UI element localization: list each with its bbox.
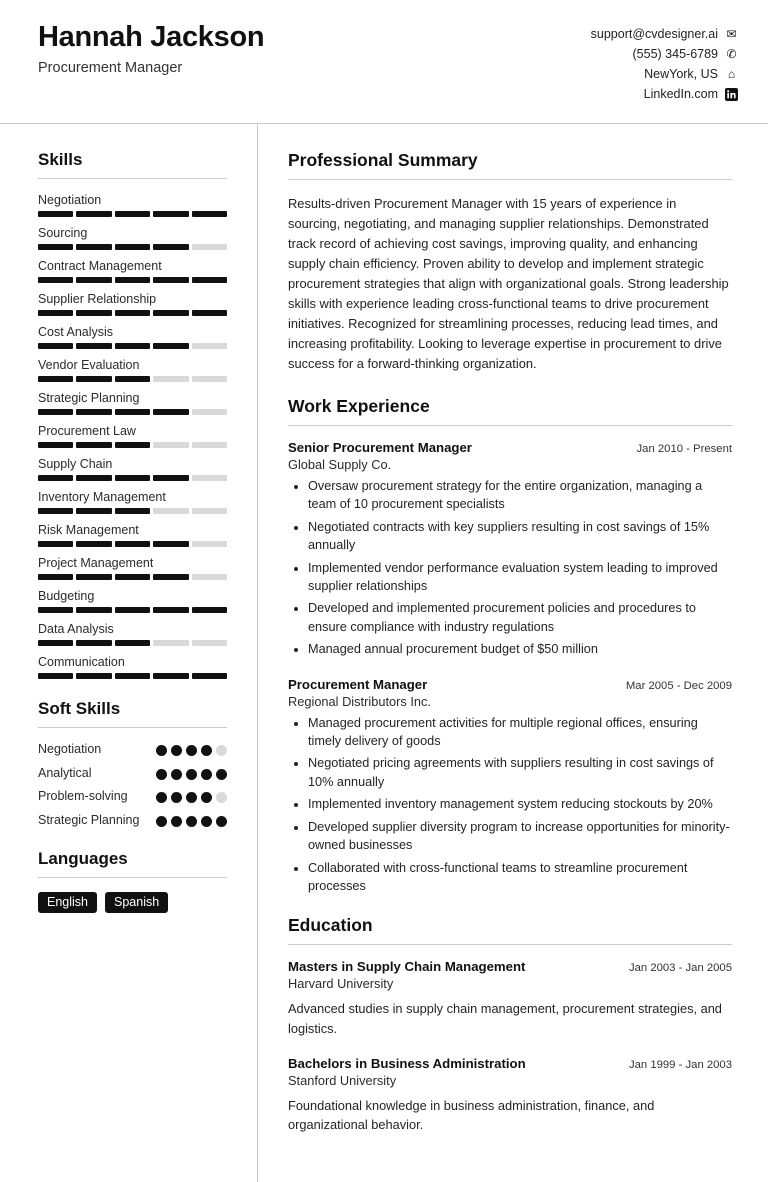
skill-level-segment bbox=[76, 607, 111, 613]
soft-skill-rating bbox=[156, 766, 227, 780]
skill-item bbox=[38, 457, 227, 481]
skill-level-segment bbox=[115, 211, 150, 217]
soft-skill-item bbox=[38, 742, 227, 758]
skills-list bbox=[38, 193, 227, 679]
education-description: Foundational knowledge in business administration, finance, and organizational behavior. bbox=[288, 1097, 655, 1132]
education-entry bbox=[288, 959, 732, 1037]
skill-level-bar bbox=[38, 211, 227, 217]
skill-level-segment bbox=[115, 640, 150, 646]
soft-skill-rating bbox=[156, 789, 227, 803]
skill-level-segment bbox=[76, 541, 111, 547]
skill-level-segment bbox=[192, 442, 227, 448]
soft-skills-section-title: Soft Skills bbox=[38, 699, 121, 718]
rating-dot bbox=[156, 816, 167, 827]
skill-level-bar bbox=[38, 475, 227, 481]
skill-level-segment bbox=[38, 673, 73, 679]
soft-skill-label: Problem-solving bbox=[38, 789, 128, 804]
skill-level-bar bbox=[38, 673, 227, 679]
employer-name: Regional Distributors Inc. bbox=[288, 693, 431, 709]
home-icon: ⌂ bbox=[727, 67, 736, 81]
skill-item bbox=[38, 292, 227, 316]
responsibility-item: • Oversaw procurement strategy for the entire organization, managing a team of 10 procurement specialists bbox=[308, 477, 732, 514]
skill-level-segment bbox=[115, 277, 150, 283]
job-dates: Jan 2010 - Present bbox=[636, 443, 732, 455]
contact-text: (555) 345-6789 bbox=[632, 47, 718, 61]
skill-level-segment bbox=[76, 475, 111, 481]
rating-dot bbox=[156, 769, 167, 780]
responsibility-item: • Implemented inventory management system reducing stockouts by 20% bbox=[308, 795, 732, 813]
skill-item bbox=[38, 226, 227, 250]
rating-dot bbox=[216, 769, 227, 780]
skill-level-segment bbox=[38, 244, 73, 250]
main-column bbox=[258, 124, 768, 1182]
skill-level-segment bbox=[76, 409, 111, 415]
skill-level-segment bbox=[76, 244, 111, 250]
contact-row bbox=[591, 47, 738, 61]
rating-dot bbox=[186, 745, 197, 756]
skill-level-segment bbox=[76, 442, 111, 448]
soft-skill-item bbox=[38, 789, 227, 805]
skill-item bbox=[38, 325, 227, 349]
contact-row bbox=[591, 87, 738, 101]
skill-level-segment bbox=[76, 508, 111, 514]
skill-level-segment bbox=[76, 574, 111, 580]
education-list bbox=[288, 959, 732, 1134]
skill-level-segment bbox=[192, 640, 227, 646]
skill-level-segment bbox=[76, 211, 111, 217]
rating-dot bbox=[216, 745, 227, 756]
skill-level-segment bbox=[115, 310, 150, 316]
responsibility-item: • Managed procurement activities for multiple regional offices, ensuring timely delivery of goods bbox=[308, 714, 732, 751]
degree-dates: Jan 1999 - Jan 2003 bbox=[628, 1058, 732, 1071]
skill-item bbox=[38, 523, 227, 547]
skill-item bbox=[38, 556, 227, 580]
rating-dot bbox=[216, 792, 227, 803]
rating-dot bbox=[201, 792, 212, 803]
responsibility-item: • Negotiated contracts with key suppliers resulting in cost savings of 15% annually bbox=[308, 518, 732, 555]
header-identity bbox=[38, 22, 264, 76]
skill-level-bar bbox=[38, 310, 227, 316]
skills-section-title: Skills bbox=[38, 150, 83, 169]
skill-level-segment bbox=[192, 475, 227, 481]
resume-body bbox=[0, 124, 768, 1182]
entry-header bbox=[288, 1056, 732, 1071]
responsibility-list bbox=[288, 714, 732, 896]
skill-level-segment bbox=[153, 343, 188, 349]
rating-dot bbox=[171, 792, 182, 803]
skill-level-segment bbox=[192, 541, 227, 547]
skill-level-segment bbox=[153, 409, 188, 415]
skill-level-segment bbox=[38, 640, 73, 646]
rating-dot bbox=[171, 769, 182, 780]
experience-list bbox=[288, 440, 732, 895]
skill-label: Contract Management bbox=[38, 259, 162, 273]
divider bbox=[38, 727, 227, 728]
skill-label: Sourcing bbox=[38, 226, 88, 240]
skill-item bbox=[38, 622, 227, 646]
contact-row bbox=[591, 27, 738, 41]
entry-header bbox=[288, 440, 732, 455]
rating-dot bbox=[186, 769, 197, 780]
skill-level-segment bbox=[115, 475, 150, 481]
skill-label: Cost Analysis bbox=[38, 325, 114, 339]
skill-level-segment bbox=[153, 277, 188, 283]
rating-dot bbox=[201, 769, 212, 780]
skill-label: Vendor Evaluation bbox=[38, 358, 140, 372]
languages-list bbox=[38, 892, 227, 914]
soft-skill-rating bbox=[156, 813, 227, 827]
skill-level-segment bbox=[192, 673, 227, 679]
employer-name: Global Supply Co. bbox=[288, 457, 392, 472]
skill-level-segment bbox=[38, 607, 73, 613]
rating-dot bbox=[186, 816, 197, 827]
skill-level-segment bbox=[38, 211, 73, 217]
envelope-icon: ✉ bbox=[726, 27, 737, 41]
skill-level-segment bbox=[76, 640, 111, 646]
skill-level-bar bbox=[38, 244, 227, 250]
skill-level-segment bbox=[153, 574, 188, 580]
skill-label: Strategic Planning bbox=[38, 391, 140, 405]
degree-title: Masters in Supply Chain Management bbox=[288, 959, 526, 975]
divider bbox=[288, 179, 732, 180]
skill-level-segment bbox=[192, 244, 227, 250]
skill-label: Budgeting bbox=[38, 589, 95, 603]
skill-level-bar bbox=[38, 376, 227, 382]
education-description: Advanced studies in supply chain management, procurement strategies, and logistics. bbox=[288, 1001, 722, 1036]
school-name: Stanford University bbox=[288, 1072, 397, 1088]
contact-text: NewYork, US bbox=[644, 67, 718, 81]
skill-item bbox=[38, 391, 227, 415]
soft-skills-list bbox=[38, 742, 227, 829]
skill-level-segment bbox=[153, 244, 188, 250]
experience-entry bbox=[288, 440, 732, 659]
skill-level-bar bbox=[38, 409, 227, 415]
skill-level-segment bbox=[115, 376, 150, 382]
entry-header bbox=[288, 959, 732, 974]
responsibility-list bbox=[288, 477, 732, 659]
soft-skill-item bbox=[38, 766, 227, 782]
skill-level-segment bbox=[153, 508, 188, 514]
skill-item bbox=[38, 358, 227, 382]
divider bbox=[288, 425, 732, 426]
school-name: Harvard University bbox=[288, 976, 394, 992]
language-chip: Spanish bbox=[105, 892, 168, 914]
responsibility-item: • Collaborated with cross-functional teams to streamline procurement processes bbox=[308, 859, 732, 896]
skill-level-segment bbox=[115, 607, 150, 613]
skill-level-segment bbox=[76, 277, 111, 283]
skill-level-segment bbox=[192, 211, 227, 217]
responsibility-item: • Developed and implemented procurement policies and procedures to ensure compliance with industry regulations bbox=[308, 599, 732, 636]
skill-item bbox=[38, 589, 227, 613]
skill-level-segment bbox=[38, 376, 73, 382]
candidate-role: Procurement Manager bbox=[38, 59, 183, 76]
phone-icon: ✆ bbox=[726, 47, 737, 61]
skill-level-bar bbox=[38, 508, 227, 514]
skill-item bbox=[38, 259, 227, 283]
rating-dot bbox=[186, 792, 197, 803]
rating-dot bbox=[156, 745, 167, 756]
skill-level-segment bbox=[38, 310, 73, 316]
skill-level-segment bbox=[192, 607, 227, 613]
skill-level-bar bbox=[38, 607, 227, 613]
divider bbox=[38, 877, 227, 878]
soft-skill-label: Strategic Planning bbox=[38, 812, 140, 827]
soft-skill-label: Analytical bbox=[38, 765, 92, 780]
contact-block bbox=[591, 22, 738, 107]
language-chip: English bbox=[38, 892, 97, 914]
skill-level-segment bbox=[76, 376, 111, 382]
skill-label: Inventory Management bbox=[38, 490, 166, 504]
skill-level-segment bbox=[192, 343, 227, 349]
skill-level-segment bbox=[153, 442, 188, 448]
divider bbox=[38, 178, 227, 179]
job-title: Senior Procurement Manager bbox=[288, 440, 472, 455]
skill-level-segment bbox=[153, 607, 188, 613]
skill-level-segment bbox=[115, 343, 150, 349]
soft-skill-item bbox=[38, 813, 227, 829]
rating-dot bbox=[201, 816, 212, 827]
skill-level-segment bbox=[38, 409, 73, 415]
skill-level-segment bbox=[76, 673, 111, 679]
skill-level-segment bbox=[76, 310, 111, 316]
experience-entry bbox=[288, 677, 732, 896]
skill-label: Communication bbox=[38, 655, 125, 669]
skill-level-segment bbox=[115, 673, 150, 679]
education-section-title: Education bbox=[288, 915, 373, 936]
summary-text: Results-driven Procurement Manager with 15 years of experience in sourcing, negotiating, and managing supplier relationships. Demonstrated track record of achieving cost savings, improving quality, and enhancing supply chain efficiency. Proven ability to develop and implement strategic procurement strategies that align with organizational goals. Strong leadership skills with experience leading cross-functional teams to drive procurement initiatives. Recognized for streamlining processes, reducing lead times, and increasing profitability. Looking to leverage expertise in procurement to drive success for a forward-thinking organization. bbox=[288, 196, 729, 371]
skill-level-segment bbox=[115, 409, 150, 415]
skill-label: Risk Management bbox=[38, 523, 139, 537]
skill-level-segment bbox=[192, 409, 227, 415]
skill-level-bar bbox=[38, 640, 227, 646]
skill-level-segment bbox=[38, 574, 73, 580]
soft-skill-rating bbox=[156, 742, 227, 756]
skill-label: Supplier Relationship bbox=[38, 292, 157, 306]
skill-level-segment bbox=[115, 442, 150, 448]
skill-level-segment bbox=[153, 475, 188, 481]
degree-dates: Jan 2003 - Jan 2005 bbox=[628, 962, 732, 975]
entry-header bbox=[288, 677, 732, 692]
skill-level-segment bbox=[115, 244, 150, 250]
skill-level-segment bbox=[192, 277, 227, 283]
languages-section-title: Languages bbox=[38, 848, 128, 868]
skill-level-bar bbox=[38, 277, 227, 283]
experience-section-title: Work Experience bbox=[288, 396, 430, 416]
skill-level-segment bbox=[115, 508, 150, 514]
skill-item bbox=[38, 655, 227, 679]
education-entry bbox=[288, 1056, 732, 1134]
divider bbox=[288, 944, 732, 945]
skill-level-segment bbox=[38, 343, 73, 349]
contact-text: LinkedIn.com bbox=[643, 87, 718, 101]
responsibility-item: • Negotiated pricing agreements with suppliers resulting in cost savings of 10% annually bbox=[308, 754, 732, 791]
skill-level-segment bbox=[192, 508, 227, 514]
skill-level-segment bbox=[153, 673, 188, 679]
rating-dot bbox=[201, 745, 212, 756]
skill-level-bar bbox=[38, 343, 227, 349]
skill-label: Data Analysis bbox=[38, 622, 114, 636]
summary-section-title: Professional Summary bbox=[288, 150, 478, 170]
contact-text: support@cvdesigner.ai bbox=[590, 27, 718, 41]
skill-level-bar bbox=[38, 442, 227, 448]
skill-label: Negotiation bbox=[38, 193, 102, 207]
skill-level-segment bbox=[153, 310, 188, 316]
rating-dot bbox=[156, 792, 167, 803]
skill-level-segment bbox=[38, 541, 73, 547]
skill-item bbox=[38, 193, 227, 217]
job-title: Procurement Manager bbox=[288, 676, 428, 692]
skill-level-segment bbox=[153, 640, 188, 646]
skill-label: Project Management bbox=[38, 556, 154, 570]
responsibility-item: • Managed annual procurement budget of $50 million bbox=[308, 640, 732, 658]
soft-skill-label: Negotiation bbox=[38, 742, 102, 756]
responsibility-item: • Implemented vendor performance evaluation system leading to improved supplier relationships bbox=[308, 559, 732, 596]
skill-level-segment bbox=[38, 442, 73, 448]
skill-level-segment bbox=[38, 475, 73, 481]
skill-level-segment bbox=[192, 310, 227, 316]
contact-row bbox=[591, 67, 738, 81]
skill-level-segment bbox=[38, 277, 73, 283]
sidebar bbox=[0, 124, 258, 1182]
degree-title: Bachelors in Business Administration bbox=[288, 1055, 526, 1071]
rating-dot bbox=[171, 816, 182, 827]
skill-level-segment bbox=[76, 343, 111, 349]
skill-label: Supply Chain bbox=[38, 457, 113, 471]
skill-label: Procurement Law bbox=[38, 424, 136, 438]
skill-level-segment bbox=[192, 376, 227, 382]
linkedin-icon bbox=[725, 88, 738, 101]
skill-level-segment bbox=[115, 574, 150, 580]
skill-level-segment bbox=[38, 508, 73, 514]
skill-level-segment bbox=[153, 211, 188, 217]
skill-level-segment bbox=[192, 574, 227, 580]
skill-item bbox=[38, 490, 227, 514]
skill-level-bar bbox=[38, 541, 227, 547]
rating-dot bbox=[216, 816, 227, 827]
resume-header bbox=[0, 0, 768, 124]
skill-level-segment bbox=[153, 541, 188, 547]
skill-level-segment bbox=[115, 541, 150, 547]
responsibility-item: • Developed supplier diversity program to increase opportunities for minority-owned businesses bbox=[308, 818, 732, 855]
rating-dot bbox=[171, 745, 182, 756]
skill-level-bar bbox=[38, 574, 227, 580]
candidate-name: Hannah Jackson bbox=[38, 21, 265, 53]
job-dates: Mar 2005 - Dec 2009 bbox=[625, 679, 732, 692]
skill-item bbox=[38, 424, 227, 448]
skill-level-segment bbox=[153, 376, 188, 382]
